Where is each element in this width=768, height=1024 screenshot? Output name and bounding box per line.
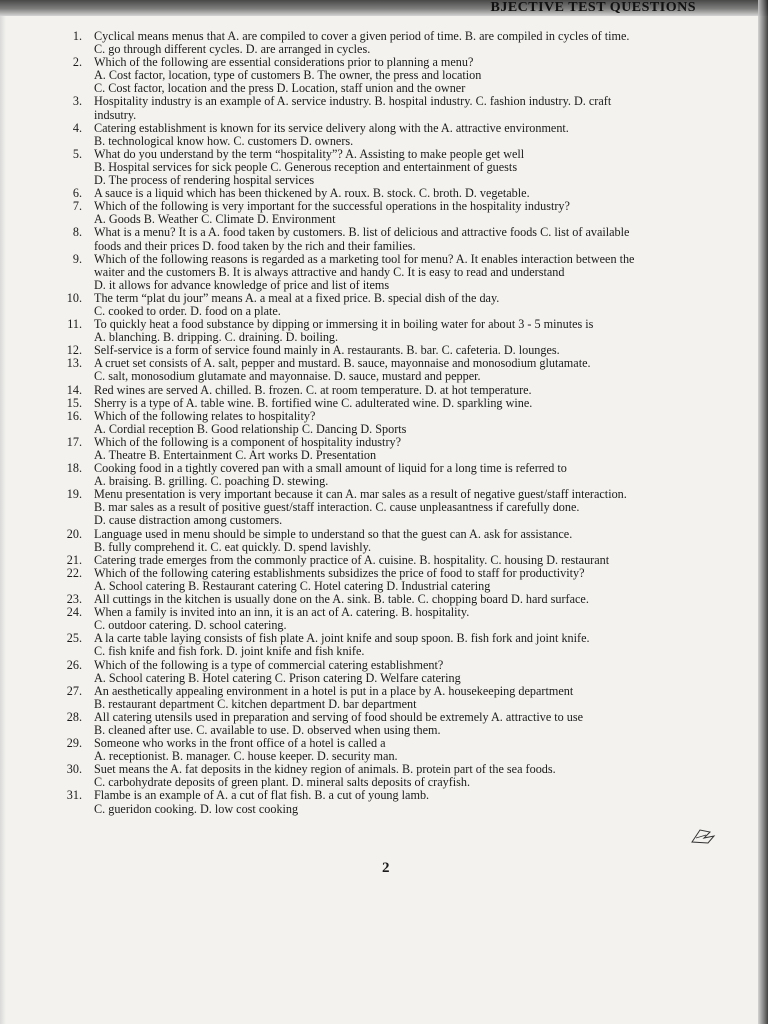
question-options: B. Hospital services for sick people C. Generous reception and entertainment of guests — [94, 159, 518, 174]
question-number: 22. — [66, 565, 82, 580]
question-text: Which of the following is very important for the successful operations in the hospitality industry? — [94, 199, 570, 214]
question-options: B. mar sales as a result of positive guest/staff interaction. C. cause unpleasantness if carefully done. — [94, 500, 580, 515]
question-text: Which of the following catering establishments subsidizes the price of food to staff for productivity? — [94, 565, 585, 580]
question-item — [58, 462, 726, 488]
scan-left-shadow — [0, 16, 6, 1024]
question-number: 20. — [66, 526, 82, 541]
question-options: A. Cordial reception B. Good relationship C. Dancing D. Sports — [94, 421, 407, 436]
scan-edge-shadow — [758, 0, 768, 1024]
question-item — [58, 488, 726, 527]
question-number: 13. — [66, 356, 82, 371]
question-number: 14. — [66, 382, 82, 397]
question-options: A. Theatre B. Entertainment C. Art works D. Presentation — [94, 448, 377, 462]
question-number: 31. — [66, 788, 82, 803]
question-text: Sherry is a type of A. table wine. B. fortified wine C. adulterated wine. D. sparkling wine. — [94, 395, 533, 410]
question-item — [58, 554, 726, 567]
question-text: All cuttings in the kitchen is usually done on the A. sink. B. table. C. chopping board D. hard surface. — [94, 592, 589, 607]
question-options: B. fully comprehend it. C. eat quickly. D. spend lavishly. — [94, 539, 371, 554]
question-number: 4. — [72, 120, 82, 135]
question-item — [58, 292, 726, 318]
question-options: C. gueridon cooking. D. low cost cooking — [94, 801, 299, 816]
question-text: An aesthetically appealing environment in a hotel is put in a place by A. housekeeping department — [94, 683, 574, 698]
question-text: Which of the following reasons is regarded as a marketing tool for menu? A. It enables interaction between the — [94, 251, 635, 266]
question-text: A sauce is a liquid which has been thickened by A. roux. B. stock. C. broth. D. vegetable. — [94, 186, 530, 201]
question-options: indsutry. — [94, 107, 137, 122]
question-number: 7. — [72, 199, 82, 214]
page-header: BJECTIVE TEST QUESTIONS — [490, 0, 696, 15]
question-text: Which of the following are essential considerations prior to planning a menu? — [94, 55, 474, 70]
question-item — [58, 410, 726, 436]
question-item — [58, 436, 726, 462]
question-number: 23. — [66, 592, 82, 607]
question-text: Catering trade emerges from the commonly practice of A. cuisine. B. hospitality. C. housing D. restaurant — [94, 552, 610, 567]
question-number: 16. — [66, 408, 82, 423]
question-text: A cruet set consists of A. salt, pepper and mustard. B. sauce, mayonnaise and monosodium glutamate. — [94, 356, 591, 371]
question-options: C. carbohydrate deposits of green plant. D. mineral salts deposits of crayfish. — [94, 775, 471, 790]
question-item — [58, 253, 726, 292]
question-number: 8. — [72, 225, 82, 240]
question-options: C. cooked to order. D. food on a plate. — [94, 303, 281, 318]
question-item — [58, 685, 726, 711]
question-number: 28. — [66, 709, 82, 724]
question-item — [58, 148, 726, 187]
question-number: 29. — [66, 736, 82, 751]
question-number: 12. — [66, 343, 82, 358]
question-text: Red wines are served A. chilled. B. frozen. C. at room temperature. D. at hot temperature. — [94, 382, 532, 397]
question-options: A. Cost factor, location, type of customers B. The owner, the press and location — [94, 68, 482, 83]
question-number: 17. — [66, 434, 82, 449]
question-number: 3. — [72, 94, 82, 109]
question-text: Cooking food in a tightly covered pan with a small amount of liquid for a long time is referred to — [94, 461, 567, 476]
question-text: To quickly heat a food substance by dipping or immersing it in boiling water for about 3 - 5 minutes is — [94, 317, 594, 332]
question-number: 6. — [72, 186, 82, 201]
question-number: 24. — [66, 605, 82, 620]
question-options: D. cause distraction among customers. — [94, 513, 283, 528]
question-item — [58, 357, 726, 383]
question-item — [58, 606, 726, 632]
question-text: The term “plat du jour” means A. a meal at a fixed price. B. special dish of the day. — [94, 290, 500, 305]
question-options: foods and their prices D. food taken by the rich and their families. — [94, 238, 416, 253]
question-text: Someone who works in the front office of a hotel is called a — [94, 736, 386, 751]
question-options: waiter and the customers B. It is always attractive and handy C. It is easy to read and understand — [94, 264, 565, 279]
question-number: 30. — [66, 762, 82, 777]
question-item — [58, 30, 726, 56]
question-options: B. cleaned after use. C. available to use. D. observed when using them. — [94, 722, 441, 737]
question-item — [58, 632, 726, 658]
question-item — [58, 384, 726, 397]
question-options: A. braising. B. grilling. C. poaching D. stewing. — [94, 474, 329, 489]
question-number: 27. — [66, 683, 82, 698]
question-text: What is a menu? It is a A. food taken by customers. B. list of delicious and attractive foods C. list of available — [94, 225, 630, 240]
question-options: A. Goods B. Weather C. Climate D. Environment — [94, 212, 336, 227]
question-number: 25. — [66, 631, 82, 646]
question-options: B. restaurant department C. kitchen department D. bar department — [94, 696, 417, 711]
question-item — [58, 737, 726, 763]
question-item — [58, 318, 726, 344]
question-item — [58, 567, 726, 593]
question-text: Hospitality industry is an example of A. service industry. B. hospital industry. C. fashion industry. D. craft — [94, 94, 612, 109]
question-item — [58, 711, 726, 737]
question-options: D. The process of rendering hospital services — [94, 173, 315, 188]
question-options: A. receptionist. B. manager. C. house keeper. D. security man. — [94, 749, 398, 764]
question-text: When a family is invited into an inn, it is an act of A. catering. B. hospitality. — [94, 605, 470, 620]
question-number: 18. — [66, 461, 82, 476]
question-item — [58, 528, 726, 554]
question-options: A. School catering B. Hotel catering C. Prison catering D. Welfare catering — [94, 670, 461, 685]
question-options: C. Cost factor, location and the press D. Location, staff union and the owner — [94, 81, 466, 96]
question-text: All catering utensils used in preparation and serving of food should be extremely A. attractive to use — [94, 709, 584, 724]
scribble-mark — [690, 826, 716, 846]
question-item — [58, 763, 726, 789]
question-number: 10. — [66, 290, 82, 305]
question-options: C. salt, monosodium glutamate and mayonnaise. D. sauce, mustard and pepper. — [94, 369, 481, 384]
question-list — [58, 30, 726, 816]
question-item — [58, 397, 726, 410]
question-item — [58, 56, 726, 95]
question-number: 5. — [72, 146, 82, 161]
question-options: A. blanching. B. dripping. C. draining. D. boiling. — [94, 330, 339, 345]
question-number: 19. — [66, 487, 82, 502]
question-item — [58, 200, 726, 226]
question-text: Cyclical means menus that A. are compiled to cover a given period of time. B. are compiled in cycles of time. — [94, 29, 630, 43]
question-text: Flambe is an example of A. a cut of flat fish. B. a cut of young lamb. — [94, 788, 430, 803]
question-number: 11. — [67, 317, 82, 332]
question-options: B. technological know how. C. customers D. owners. — [94, 133, 354, 148]
question-text: Which of the following relates to hospitality? — [94, 408, 316, 423]
question-text: Menu presentation is very important because it can A. mar sales as a result of negative guest/staff interaction. — [94, 487, 627, 502]
question-number: 1. — [72, 29, 82, 43]
question-item — [58, 789, 726, 815]
question-number: 9. — [72, 251, 82, 266]
page-number: 2 — [382, 860, 390, 876]
question-text: Which of the following is a component of hospitality industry? — [94, 434, 402, 449]
question-text: Catering establishment is known for its service delivery along with the A. attractive environment. — [94, 120, 569, 135]
question-text: Suet means the A. fat deposits in the kidney region of animals. B. protein part of the sea foods. — [94, 762, 556, 777]
question-text: What do you understand by the term “hospitality”? A. Assisting to make people get well — [94, 146, 525, 161]
question-options: D. it allows for advance knowledge of price and list of items — [94, 277, 390, 292]
question-text: Language used in menu should be simple to understand so that the guest can A. ask for assistance. — [94, 526, 573, 541]
question-item — [58, 226, 726, 252]
question-text: Self-service is a form of service found mainly in A. restaurants. B. bar. C. cafeteria. D. lounges. — [94, 343, 560, 358]
question-number: 15. — [66, 395, 82, 410]
question-item — [58, 659, 726, 685]
question-number: 26. — [66, 657, 82, 672]
question-item — [58, 122, 726, 148]
question-options: C. fish knife and fish fork. D. joint knife and fish knife. — [94, 644, 365, 659]
question-text: Which of the following is a type of commercial catering establishment? — [94, 657, 444, 672]
question-item — [58, 95, 726, 121]
question-options: C. outdoor catering. D. school catering. — [94, 618, 287, 633]
question-text: A la carte table laying consists of fish plate A. joint knife and soup spoon. B. fish fork and joint knife. — [94, 631, 590, 646]
question-number: 2. — [72, 55, 82, 70]
question-options: A. School catering B. Restaurant catering C. Hotel catering D. Industrial catering — [94, 578, 491, 593]
question-options: C. go through different cycles. D. are arranged in cycles. — [94, 42, 371, 57]
question-number: 21. — [66, 552, 82, 567]
